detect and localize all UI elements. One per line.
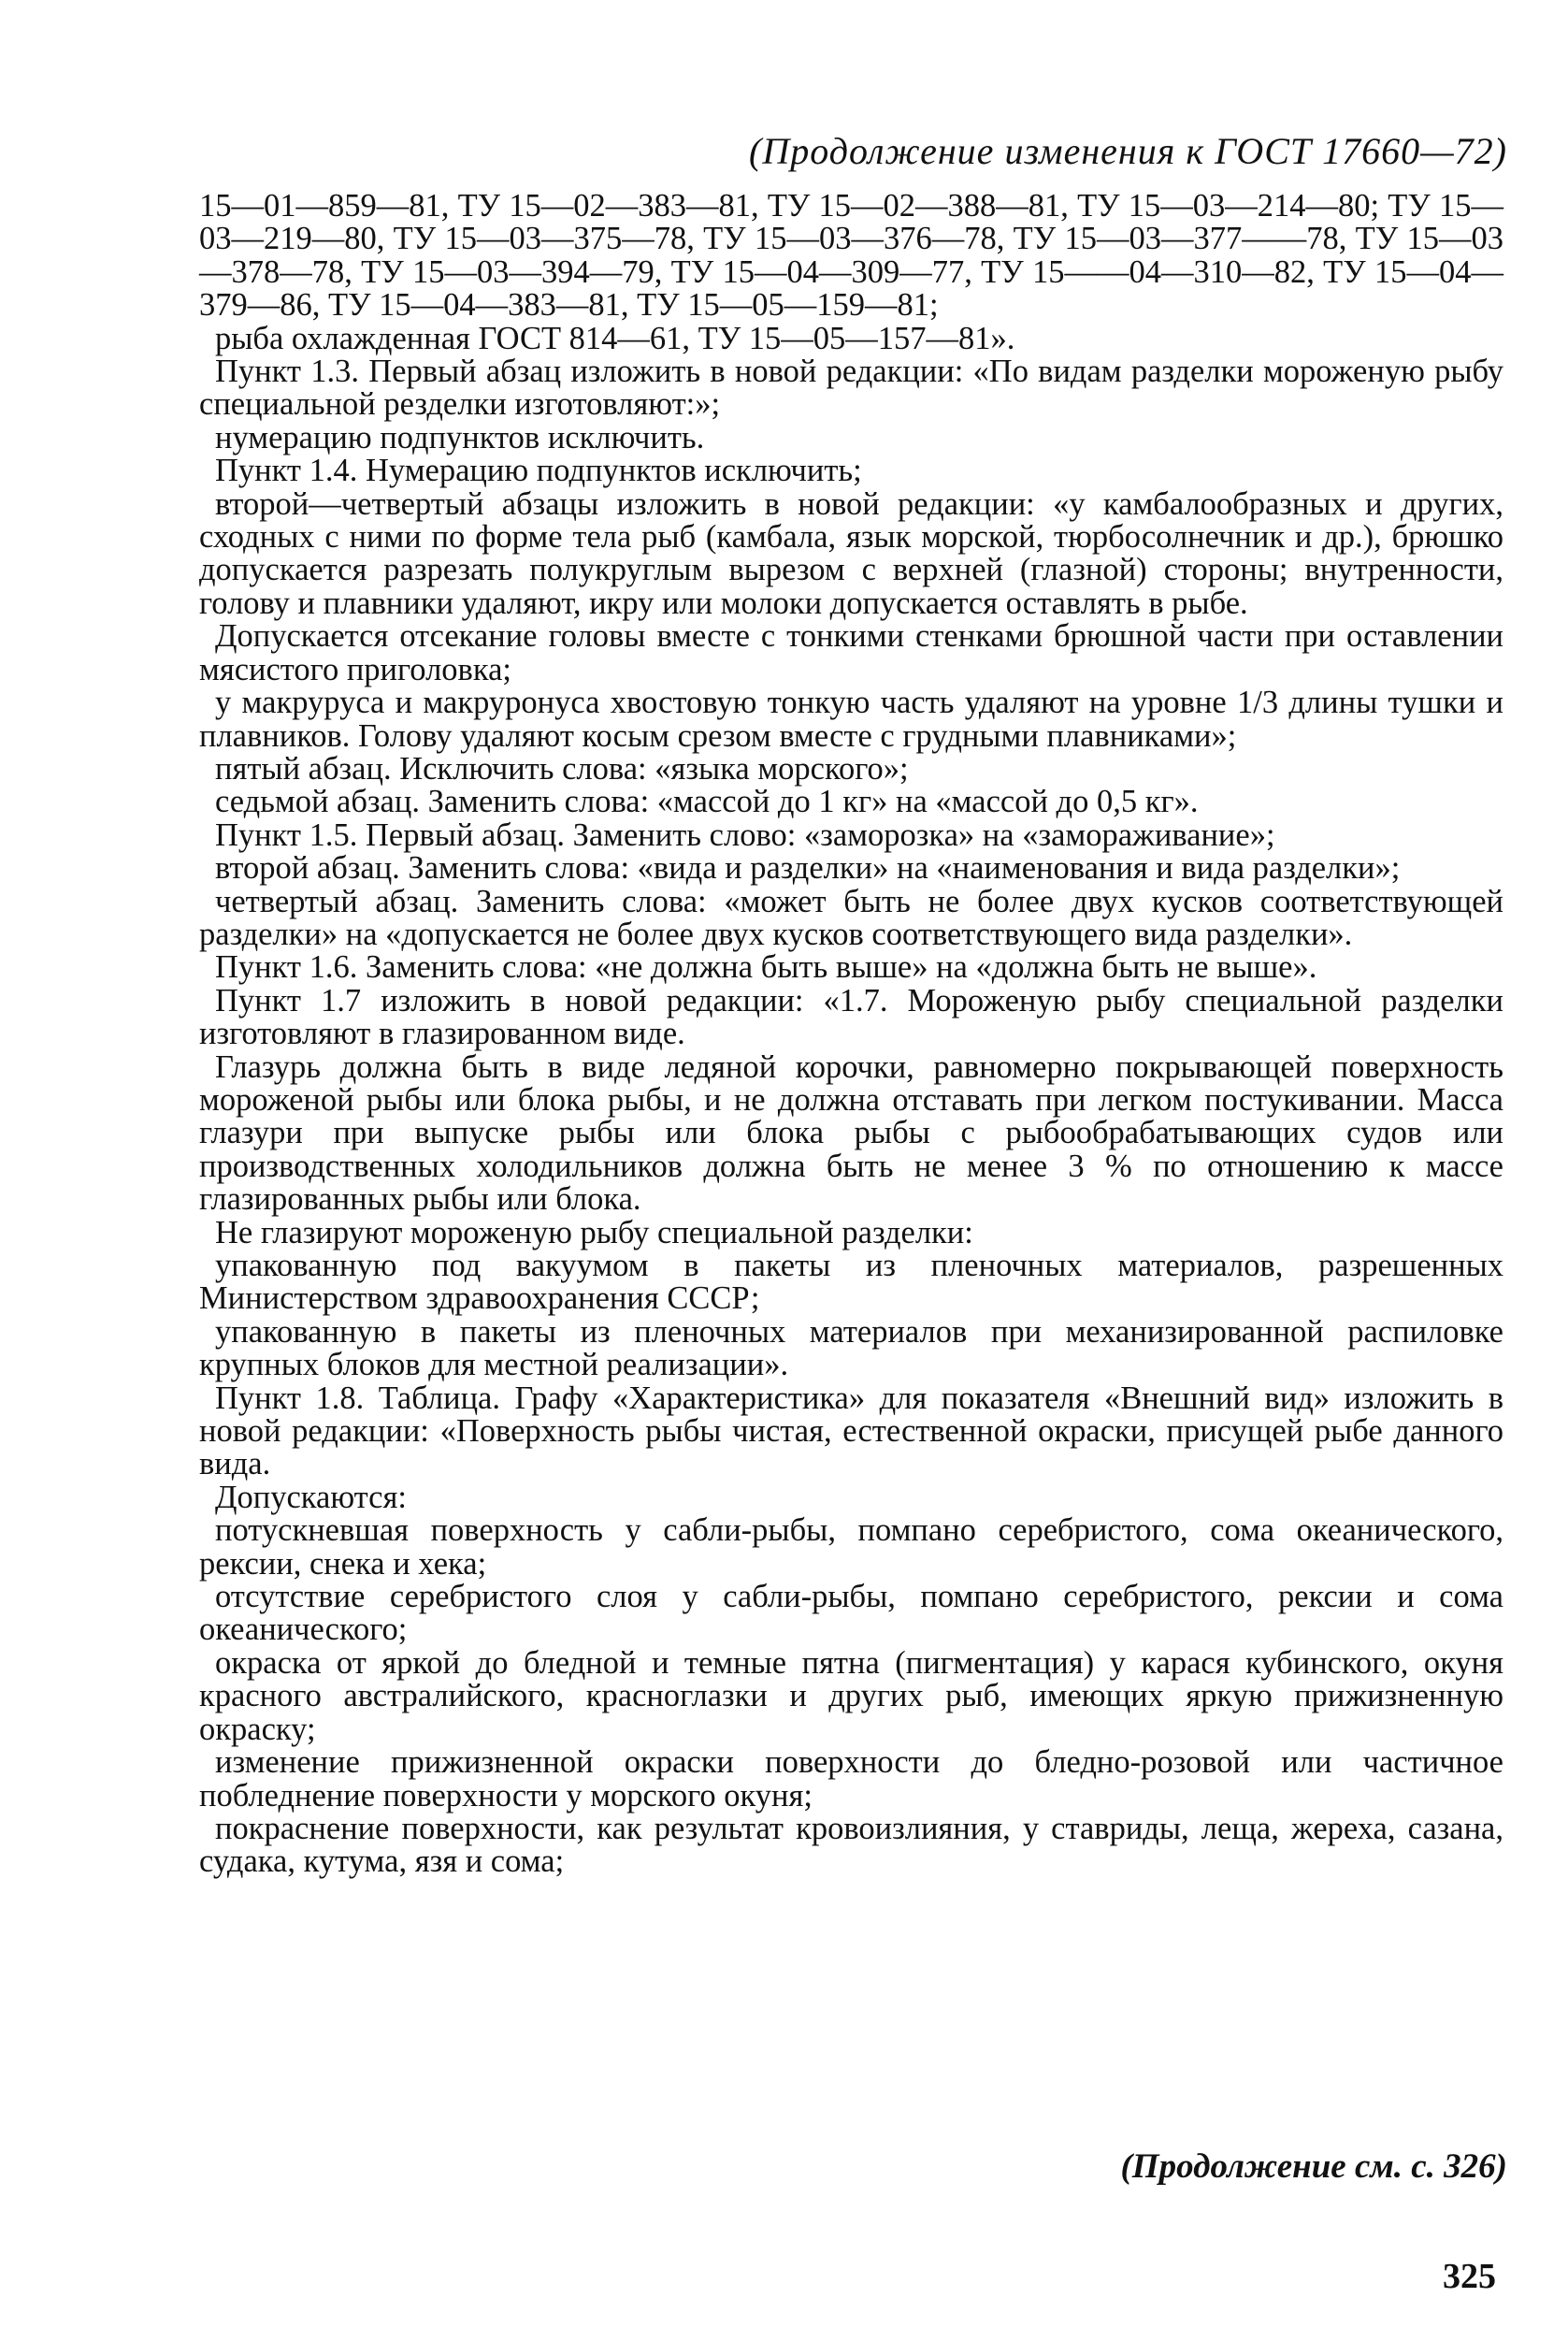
- paragraph: Пункт 1.5. Первый абзац. Заменить слово: «заморозка» на «замораживание»;: [215, 816, 1275, 853]
- paragraph: нумерацию подпунктов исключить.: [215, 419, 705, 455]
- paragraph: четвертый абзац. Заменить слова: «может быть не более двух кусков соответствующей разделки» на «допускается не более двух кусков соответствующего вида разделки».: [199, 883, 1503, 952]
- paragraph: Пункт 1.7 изложить в новой редакции: «1.7. Мороженую рыбу специальной разделки изготовляют в глазированном виде.: [199, 982, 1503, 1052]
- paragraph: рыба охлажденная ГОСТ 814—61, ТУ 15—05—157—81».: [215, 320, 1015, 356]
- paragraph: Допускается отсекание головы вместе с тонкими стенками брюшной части при оставлении мясистого приголовка;: [199, 618, 1503, 687]
- paragraph: второй абзац. Заменить слова: «вида и разделки» на «наименования и вида разделки»;: [215, 850, 1401, 887]
- paragraph: Глазурь должна быть в виде ледяной корочки, равномерно покрывающей поверхность мороженой рыбы или блока рыбы, и не должна отставать при легком постукивании. Масса глазури при выпуске рыбы или блока рыбы с рыбообрабатывающих судов или производственных холодильников должна быть не менее 3 % по отношению к массе глазированных рыбы или блока.: [199, 1048, 1503, 1218]
- paragraph: пятый абзац. Исключить слова: «языка морского»;: [215, 750, 909, 787]
- paragraph: Допускаются:: [215, 1479, 407, 1515]
- body-text: [199, 190, 1503, 1879]
- paragraph: у макруруса и макруронуса хвостовую тонкую часть удаляют на уровне 1/3 длины тушки и плавников. Голову удаляют косым срезом вместе с грудными плавниками»;: [199, 685, 1503, 754]
- paragraph: 15—01—859—81, ТУ 15—02—383—81, ТУ 15—02—388—81, ТУ 15—03—214—80; ТУ 15—03—219—80, ТУ 15—03—375—78, ТУ 15—03—376—78, ТУ 15—03—377——78, ТУ 15—03—378—78, ТУ 15—03—394—79, ТУ 15—04—309—77, ТУ 15——04—310—82, ТУ 15—04—379—86, ТУ 15—04—383—81, ТУ 15—05—159—81;: [199, 188, 1503, 324]
- paragraph: Пункт 1.3. Первый абзац изложить в новой редакции: «По видам разделки мороженую рыбу специальной резделки изготовляют:»;: [199, 354, 1503, 423]
- paragraph: Пункт 1.8. Таблица. Графу «Характеристика» для показателя «Внешний вид» изложить в новой редакции: «Поверхность рыбы чистая, естественной окраски, присущей рыбе данного вида.: [199, 1380, 1503, 1482]
- paragraph: седьмой абзац. Заменить слова: «массой до 1 кг» на «массой до 0,5 кг».: [215, 784, 1199, 820]
- paragraph: упакованную в пакеты из пленочных материалов при механизированной распиловке крупных блоков для местной реализации».: [199, 1313, 1503, 1383]
- page-number: 325: [1443, 2257, 1496, 2296]
- paragraph: Не глазируют мороженую рыбу специальной разделки:: [215, 1214, 973, 1250]
- paragraph: второй—четвертый абзацы изложить в новой редакции: «у камбалообразных и других, сходных с ними по форме тела рыб (камбала, язык морской, тюрбосолнечник и др.), брюшко допускается разрезать полукруглым вырезом с верхней (глазной) стороны; внутренности, голову и плавники удаляют, икру или молоки допускается оставлять в рыбе.: [199, 485, 1503, 621]
- paragraph: упакованную под вакуумом в пакеты из пленочных материалов, разрешенных Министерством здравоохранения СССР;: [199, 1248, 1503, 1317]
- paragraph: Пункт 1.6. Заменить слова: «не должна быть выше» на «должна быть не выше».: [215, 949, 1317, 986]
- paragraph: изменение прижизненной окраски поверхности до бледно-розовой или частичное побледнение поверхности у морского окуня;: [199, 1744, 1503, 1814]
- running-header: (Продолжение изменения к ГОСТ 17660—72): [749, 130, 1507, 172]
- paragraph: покраснение поверхности, как результат кровоизлияния, у ставриды, леща, жереха, сазана, судака, кутума, язя и сома;: [199, 1810, 1503, 1880]
- paragraph: потускневшая поверхность у сабли-рыбы, помпано серебристого, сома океанического, рексии, снека и хека;: [199, 1512, 1503, 1582]
- paragraph: Пункт 1.4. Нумерацию подпунктов исключить;: [215, 453, 862, 489]
- paragraph: отсутствие серебристого слоя у сабли-рыбы, помпано серебристого, рексии и сома океанического;: [199, 1579, 1503, 1648]
- paragraph: окраска от яркой до бледной и темные пятна (пигментация) у карася кубинского, окуня красного австралийского, красноглазки и других рыб, имеющих яркую прижизненную окраску;: [199, 1644, 1503, 1747]
- continuation-note: (Продолжение см. с. 326): [1120, 2147, 1507, 2186]
